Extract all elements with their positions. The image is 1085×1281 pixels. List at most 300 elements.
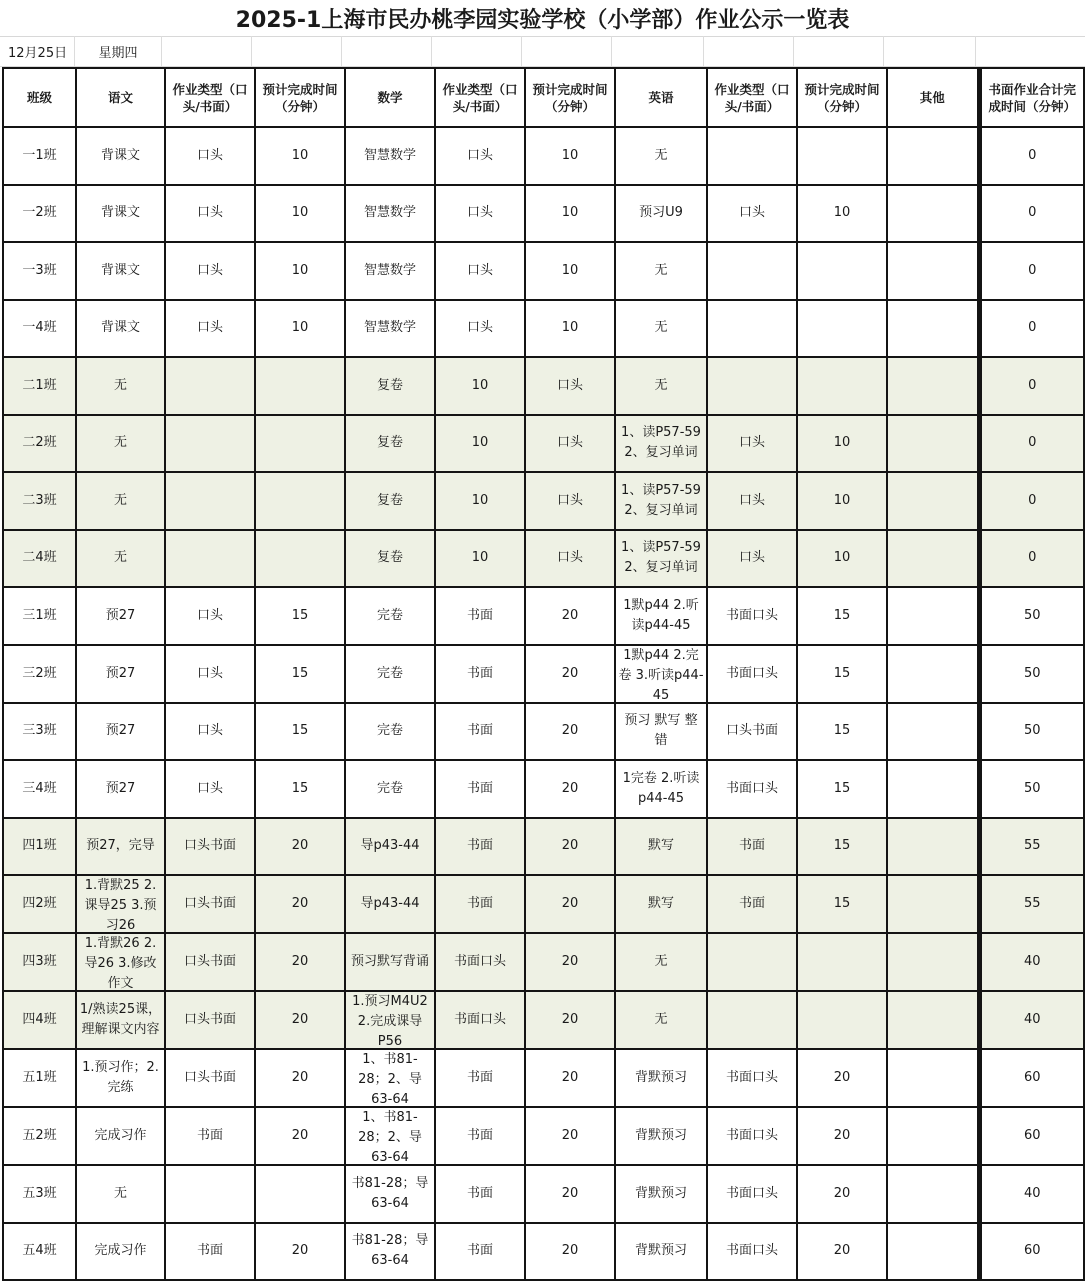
- table-cell: [165, 1049, 255, 1107]
- table-cell: [887, 185, 979, 243]
- table-cell: [979, 127, 1084, 185]
- cell-text: 1、读P57-59 2、复习单词: [621, 425, 701, 461]
- date-cell: 12月25日: [0, 36, 75, 66]
- table-row: [3, 357, 1084, 415]
- table-cell: [345, 242, 435, 300]
- cell-text: 15: [833, 838, 851, 854]
- cell-text: 书面口头: [725, 1128, 778, 1143]
- cell-text: 完成习作: [94, 1243, 147, 1259]
- cell-text: 1.预习M4U2 2.完成课导P56: [352, 994, 428, 1048]
- cell-text: 20: [833, 1243, 851, 1259]
- cell-text: 书面: [466, 896, 493, 911]
- table-cell: [435, 357, 525, 415]
- cell-text: 完卷: [376, 723, 403, 739]
- table-cell: [525, 127, 615, 185]
- table-cell: [707, 760, 797, 818]
- column-header: 预计完成时间（分钟）: [255, 68, 345, 127]
- table-row: [3, 185, 1084, 243]
- cell-text: 10: [471, 492, 489, 508]
- table-cell: [979, 242, 1084, 300]
- table-cell: [615, 300, 707, 358]
- table-cell: [797, 703, 887, 761]
- cell-text: 10: [291, 147, 309, 163]
- table-cell: [435, 242, 525, 300]
- cell-text: 0: [1028, 377, 1037, 393]
- cell-text: 书面: [466, 1128, 493, 1143]
- cell-text: 50: [1023, 607, 1041, 623]
- cell-text: 15: [291, 665, 309, 681]
- cell-text: 背默预习: [634, 1070, 687, 1085]
- table-cell: [887, 645, 979, 703]
- table-cell: [255, 818, 345, 876]
- table-row: [3, 818, 1084, 876]
- cell-text: 背课文: [100, 147, 140, 163]
- table-cell: [707, 991, 797, 1049]
- table-cell: [345, 933, 435, 991]
- table-cell: [3, 1223, 76, 1281]
- cell-text: 复卷: [376, 550, 403, 566]
- table-cell: [707, 357, 797, 415]
- table-cell: [979, 1107, 1084, 1165]
- cell-text: 10: [291, 320, 309, 336]
- table-row: [3, 933, 1084, 991]
- cell-text: 完成习作: [94, 1128, 147, 1143]
- table-cell: [887, 760, 979, 818]
- table-cell: [525, 1049, 615, 1107]
- cell-text: 书面: [466, 1070, 493, 1085]
- table-cell: [707, 703, 797, 761]
- table-cell: [3, 875, 76, 933]
- table-cell: [3, 472, 76, 530]
- table-cell: [525, 185, 615, 243]
- cell-text: 四4班: [22, 1012, 57, 1027]
- table-cell: [525, 875, 615, 933]
- cell-text: 复卷: [376, 435, 403, 451]
- table-cell: [887, 472, 979, 530]
- table-cell: [3, 300, 76, 358]
- cell-text: 二1班: [22, 377, 57, 393]
- table-cell: [979, 645, 1084, 703]
- table-cell: [435, 703, 525, 761]
- table-cell: [165, 127, 255, 185]
- cell-text: 口头: [196, 147, 223, 163]
- cell-text: 10: [291, 205, 309, 221]
- table-cell: [979, 760, 1084, 818]
- cell-text: 15: [833, 723, 851, 739]
- table-cell: [165, 472, 255, 530]
- table-cell: [255, 185, 345, 243]
- table-cell: [979, 357, 1084, 415]
- cell-text: 书面: [466, 1243, 493, 1259]
- table-cell: [255, 1049, 345, 1107]
- cell-text: 书面口头: [725, 1070, 778, 1085]
- cell-text: 五4班: [22, 1243, 57, 1259]
- cell-text: 二3班: [22, 492, 57, 508]
- table-cell: [3, 357, 76, 415]
- table-cell: [76, 242, 165, 300]
- table-cell: [76, 703, 165, 761]
- table-cell: [707, 530, 797, 588]
- cell-text: 口头: [196, 723, 223, 739]
- table-cell: [165, 185, 255, 243]
- table-row: [3, 703, 1084, 761]
- column-header: 语文: [76, 68, 165, 127]
- cell-text: 导p43-44: [360, 896, 420, 911]
- table-cell: [887, 357, 979, 415]
- cell-text: 1.背默25 2.课导25 3.预习26: [84, 878, 157, 932]
- cell-text: 40: [1023, 1185, 1041, 1201]
- cell-text: 40: [1023, 954, 1041, 969]
- cell-text: 口头: [466, 147, 493, 163]
- table-cell: [887, 818, 979, 876]
- cell-text: 20: [561, 723, 579, 739]
- table-cell: [525, 587, 615, 645]
- page-title: 2025-1上海市民办桃李园实验学校（小学部）作业公示一览表: [0, 0, 1085, 37]
- table-cell: [525, 357, 615, 415]
- table-cell: [76, 875, 165, 933]
- table-cell: [887, 530, 979, 588]
- table-cell: [435, 300, 525, 358]
- cell-text: 20: [833, 1185, 851, 1201]
- table-cell: [615, 357, 707, 415]
- homework-table: [2, 67, 1085, 1281]
- table-cell: [3, 760, 76, 818]
- table-cell: [979, 472, 1084, 530]
- cell-text: 口头: [556, 550, 583, 566]
- table-cell: [165, 1223, 255, 1281]
- table-cell: [345, 587, 435, 645]
- table-cell: [525, 300, 615, 358]
- table-cell: [255, 1165, 345, 1223]
- cell-text: 预27: [105, 665, 136, 681]
- table-cell: [435, 185, 525, 243]
- table-cell: [3, 185, 76, 243]
- cell-text: 三1班: [22, 607, 57, 623]
- cell-text: 书面口头: [453, 1012, 506, 1027]
- column-header: 作业类型（口头/书面）: [165, 68, 255, 127]
- cell-text: 一4班: [22, 320, 57, 336]
- empty-cell: [794, 36, 884, 66]
- cell-text: 10: [471, 435, 489, 451]
- table-cell: [165, 242, 255, 300]
- cell-text: 口头: [738, 492, 765, 508]
- table-cell: [615, 1107, 707, 1165]
- cell-text: 0: [1028, 262, 1037, 278]
- table-cell: [615, 185, 707, 243]
- table-cell: [525, 242, 615, 300]
- cell-text: 20: [561, 1185, 579, 1201]
- table-cell: [165, 587, 255, 645]
- table-cell: [76, 1223, 165, 1281]
- table-cell: [979, 818, 1084, 876]
- table-cell: [3, 818, 76, 876]
- cell-text: 口头: [196, 607, 223, 623]
- cell-text: 预27: [105, 723, 136, 739]
- cell-text: 1、书81-28；2、导63-64: [358, 1052, 422, 1106]
- cell-text: 书面口头: [725, 665, 778, 681]
- table-cell: [615, 587, 707, 645]
- table-cell: [797, 991, 887, 1049]
- cell-text: 20: [291, 1012, 309, 1027]
- table-cell: [345, 875, 435, 933]
- table-cell: [255, 1107, 345, 1165]
- cell-text: 20: [291, 838, 309, 854]
- cell-text: 15: [833, 665, 851, 681]
- table-cell: [345, 818, 435, 876]
- table-cell: [435, 530, 525, 588]
- cell-text: 10: [561, 262, 579, 278]
- table-cell: [887, 1107, 979, 1165]
- table-cell: [76, 127, 165, 185]
- cell-text: 口头: [556, 435, 583, 451]
- cell-text: 20: [561, 780, 579, 796]
- table-cell: [435, 127, 525, 185]
- cell-text: 无: [113, 377, 127, 393]
- cell-text: 20: [291, 1070, 309, 1085]
- cell-text: 无: [654, 377, 668, 393]
- cell-text: 15: [291, 723, 309, 739]
- table-cell: [255, 587, 345, 645]
- table-cell: [979, 1223, 1084, 1281]
- table-cell: [615, 760, 707, 818]
- cell-text: 预27，完导: [86, 838, 155, 854]
- table-cell: [3, 530, 76, 588]
- cell-text: 0: [1028, 147, 1037, 163]
- cell-text: 口头: [466, 320, 493, 336]
- cell-text: 20: [561, 838, 579, 854]
- table-cell: [435, 1223, 525, 1281]
- table-cell: [707, 127, 797, 185]
- table-row: [3, 127, 1084, 185]
- table-cell: [707, 587, 797, 645]
- cell-text: 四3班: [22, 954, 57, 969]
- table-cell: [3, 1107, 76, 1165]
- table-cell: [76, 300, 165, 358]
- cell-text: 一3班: [22, 262, 57, 278]
- cell-text: 三4班: [22, 780, 57, 796]
- cell-text: 书面口头: [725, 780, 778, 796]
- table-cell: [345, 530, 435, 588]
- cell-text: 55: [1023, 896, 1041, 911]
- cell-text: 口头书面: [183, 838, 236, 854]
- cell-text: 口头书面: [725, 723, 778, 739]
- column-header: 书面作业合计完成时间（分钟）: [979, 68, 1084, 127]
- table-cell: [797, 645, 887, 703]
- table-row: [3, 472, 1084, 530]
- cell-text: 预习默写背诵: [350, 954, 429, 969]
- table-cell: [707, 933, 797, 991]
- cell-text: 书面: [738, 896, 765, 911]
- cell-text: 10: [291, 262, 309, 278]
- table-cell: [707, 242, 797, 300]
- table-row: [3, 875, 1084, 933]
- table-row: [3, 760, 1084, 818]
- empty-cell: [704, 36, 794, 66]
- cell-text: 书面口头: [725, 1185, 778, 1201]
- table-cell: [255, 645, 345, 703]
- cell-text: 15: [833, 896, 851, 911]
- table-cell: [255, 242, 345, 300]
- table-cell: [979, 185, 1084, 243]
- cell-text: 0: [1028, 492, 1037, 508]
- table-cell: [979, 703, 1084, 761]
- cell-text: 20: [291, 954, 309, 969]
- cell-text: 10: [561, 320, 579, 336]
- table-cell: [435, 875, 525, 933]
- table-cell: [165, 703, 255, 761]
- cell-text: 20: [561, 1012, 579, 1027]
- cell-text: 完卷: [376, 607, 403, 623]
- cell-text: 五2班: [22, 1128, 57, 1143]
- empty-cell: [162, 36, 252, 66]
- cell-text: 20: [833, 1128, 851, 1143]
- cell-text: 默写: [647, 838, 674, 854]
- cell-text: 书面: [196, 1243, 223, 1259]
- column-header: 作业类型（口头/书面）: [707, 68, 797, 127]
- cell-text: 完卷: [376, 780, 403, 796]
- cell-text: 20: [561, 1128, 579, 1143]
- table-cell: [435, 1165, 525, 1223]
- table-cell: [345, 1049, 435, 1107]
- cell-text: 10: [833, 550, 851, 566]
- table-cell: [165, 300, 255, 358]
- table-cell: [76, 185, 165, 243]
- cell-text: 口头书面: [183, 954, 236, 969]
- table-cell: [525, 415, 615, 473]
- table-cell: [615, 127, 707, 185]
- table-cell: [615, 472, 707, 530]
- table-cell: [3, 703, 76, 761]
- cell-text: 书面: [466, 838, 493, 854]
- cell-text: 书面: [466, 665, 493, 681]
- table-cell: [979, 587, 1084, 645]
- cell-text: 背默预习: [634, 1185, 687, 1201]
- table-cell: [707, 818, 797, 876]
- empty-cell: [612, 36, 704, 66]
- table-cell: [707, 300, 797, 358]
- table-cell: [435, 818, 525, 876]
- table-cell: [525, 760, 615, 818]
- cell-text: 20: [561, 607, 579, 623]
- table-cell: [76, 645, 165, 703]
- cell-text: 无: [113, 435, 127, 451]
- column-header: 数学: [345, 68, 435, 127]
- table-cell: [255, 933, 345, 991]
- cell-text: 预习 默写 整错: [624, 713, 698, 749]
- table-cell: [76, 760, 165, 818]
- cell-text: 智慧数学: [363, 205, 416, 221]
- table-cell: [797, 1165, 887, 1223]
- table-cell: [979, 875, 1084, 933]
- cell-text: 0: [1028, 550, 1037, 566]
- cell-text: 10: [833, 492, 851, 508]
- cell-text: 20: [561, 896, 579, 911]
- table-cell: [797, 472, 887, 530]
- table-cell: [887, 300, 979, 358]
- cell-text: 1、读P57-59 2、复习单词: [621, 540, 701, 576]
- cell-text: 导p43-44: [360, 838, 420, 854]
- table-cell: [525, 530, 615, 588]
- table-cell: [3, 242, 76, 300]
- cell-text: 书81-28；导63-64: [351, 1175, 429, 1211]
- table-cell: [525, 991, 615, 1049]
- table-cell: [525, 1165, 615, 1223]
- table-cell: [435, 760, 525, 818]
- table-cell: [76, 587, 165, 645]
- table-cell: [435, 1107, 525, 1165]
- table-cell: [3, 645, 76, 703]
- cell-text: 50: [1023, 780, 1041, 796]
- cell-text: 50: [1023, 665, 1041, 681]
- table-header-row: [3, 68, 1084, 127]
- cell-text: 1默p44 2.完卷 3.听读p44-45: [618, 647, 704, 702]
- cell-text: 书面: [466, 723, 493, 739]
- table-cell: [887, 127, 979, 185]
- table-cell: [255, 357, 345, 415]
- table-cell: [615, 875, 707, 933]
- table-cell: [76, 1107, 165, 1165]
- cell-text: 20: [561, 665, 579, 681]
- empty-cell: [432, 36, 522, 66]
- table-cell: [707, 1165, 797, 1223]
- cell-text: 智慧数学: [363, 147, 416, 163]
- cell-text: 口头书面: [183, 896, 236, 911]
- table-cell: [797, 415, 887, 473]
- table-cell: [615, 645, 707, 703]
- cell-text: 背课文: [100, 320, 140, 336]
- table-cell: [345, 415, 435, 473]
- table-cell: [165, 1165, 255, 1223]
- cell-text: 背课文: [100, 262, 140, 278]
- table-cell: [255, 415, 345, 473]
- cell-text: 55: [1023, 838, 1041, 854]
- cell-text: 10: [561, 147, 579, 163]
- table-cell: [165, 1107, 255, 1165]
- cell-text: 无: [654, 320, 668, 336]
- table-cell: [435, 645, 525, 703]
- table-cell: [435, 472, 525, 530]
- cell-text: 15: [833, 607, 851, 623]
- table-cell: [887, 1223, 979, 1281]
- table-cell: [76, 991, 165, 1049]
- table-cell: [165, 818, 255, 876]
- cell-text: 60: [1023, 1070, 1041, 1085]
- table-cell: [797, 875, 887, 933]
- table-row: [3, 645, 1084, 703]
- table-cell: [707, 185, 797, 243]
- cell-text: 口头: [196, 262, 223, 278]
- table-cell: [797, 818, 887, 876]
- cell-text: 预27: [105, 780, 136, 796]
- table-cell: [165, 357, 255, 415]
- cell-text: 书面: [466, 780, 493, 796]
- column-header: 其他: [887, 68, 979, 127]
- cell-text: 书面口头: [453, 954, 506, 969]
- table-cell: [979, 530, 1084, 588]
- cell-text: 无: [654, 954, 668, 969]
- table-cell: [979, 933, 1084, 991]
- table-cell: [797, 127, 887, 185]
- cell-text: 二4班: [22, 550, 57, 566]
- table-cell: [887, 933, 979, 991]
- cell-text: 书面: [466, 607, 493, 623]
- cell-text: 三2班: [22, 665, 57, 681]
- cell-text: 50: [1023, 723, 1041, 739]
- table-cell: [345, 703, 435, 761]
- empty-cell: [342, 36, 432, 66]
- table-cell: [797, 242, 887, 300]
- cell-text: 无: [113, 1185, 127, 1201]
